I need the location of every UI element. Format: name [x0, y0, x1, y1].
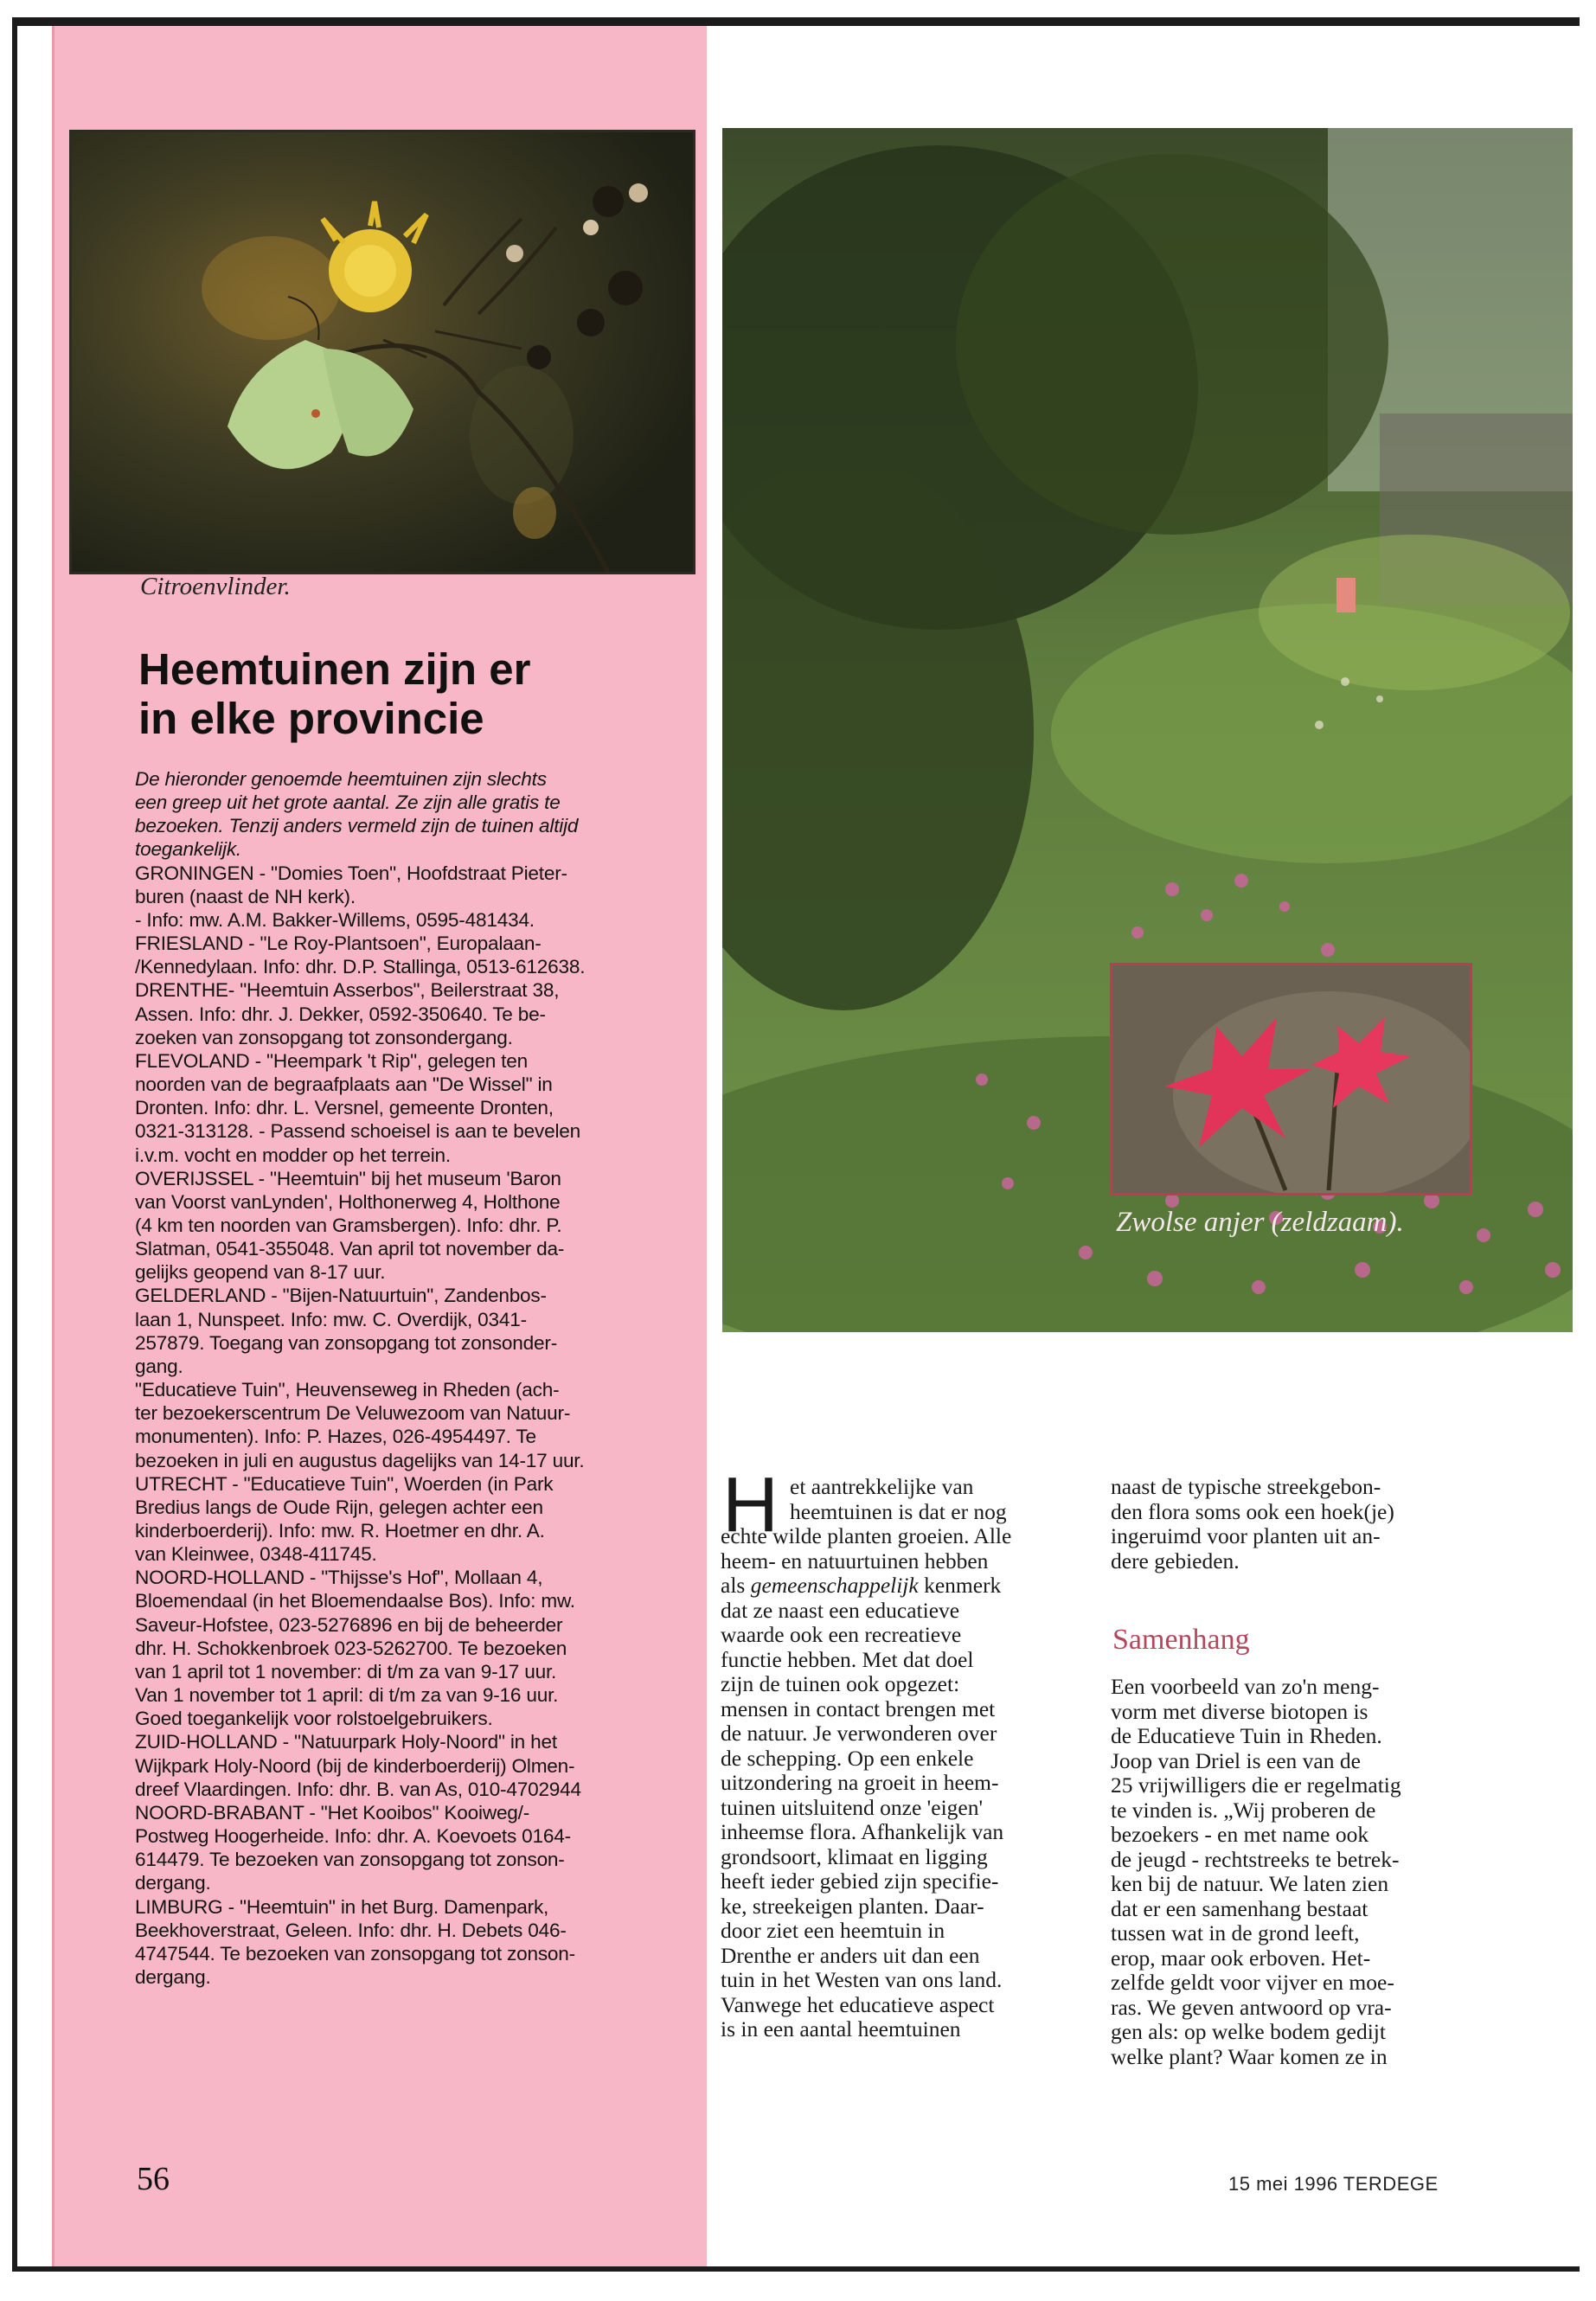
carnation-caption: Zwolse anjer (zeldzaam).: [1116, 1207, 1404, 1238]
article-dropcap: H: [722, 1462, 779, 1548]
page-frame-top: [16, 17, 1580, 26]
page-frame-bottom: [16, 2266, 1580, 2272]
article-column-2-body: Een voorbeeld van zo'n meng- vorm met diverse biotopen is de Educatieve Tuin in Rheden. Joop van Driel is een van de 25 vrijwilligers die er regelmatig te vinden is. „Wij proberen de bezoekers - en met name ook de jeugd - rechtstreeks te betrek- ken bij de natuur. We laten zien dat er een samenhang bestaat tussen wat in de grond leeft, erop, maar ook erboven. Het- zelfde geldt voor vijver en moe- ras. We geven antwoord op vra- gen als: op welke bodem gedijt welke plant? Waar komen ze in: [1111, 1674, 1401, 2069]
carnation-photo: [1110, 963, 1472, 1195]
sidebar-listing: GRONINGEN - "Domies Toen", Hoofdstraat Pieter- buren (naast de NH kerk). - Info: mw. A.M. Bakker-Willems, 0595-481434. FRIESLAND - "Le Roy-Plantsoen", Europalaan- /Kennedylaan. Info: dhr. D.P. Stallinga, 0513-612638. DRENTHE- "Heemtuin Asserbos", Beilerstraat 38, Assen. Info: dhr. J. Dekker, 0592-350640. Te be- zoeken van zonsopgang tot zonsondergang. FLEVOLAND - "Heempark 't Rip", gelegen ten noorden van de begraafplaats aan "De Wissel" in Dronten. Info: dhr. L. Versnel, gemeente Dronten, 0321-313128. - Passend schoeisel is aan te bevelen i.v.m. vocht en modder op het terrein. OVERIJSSEL - "Heemtuin" bij het museum 'Baron van Voorst vanLynden', Holthonerweg 4, Holthone (4 km ten noorden van Gramsbergen). Info: dhr. P. Slatman, 0541-355048. Van april tot november da- gelijks geopend van 8-17 uur. GELDERLAND - "Bijen-Natuurtuin", Zandenbos- laan 1, Nunspeet. Info: mw. C. Overdijk, 0341- 257879. Toegang van zonsopgang tot zonsonder- gang. "Educatieve Tuin", Heuvenseweg in Rheden (ach- ter bezoekerscentrum De Veluwezoom van Natuur- monumenten). Info: P. Hazes, 026-4954497. Te bezoeken in juli en augustus dagelijks van 14-17 uur. UTRECHT - "Educatieve Tuin", Woerden (in Park Bredius langs de Oude Rijn, gelegen achter een kinderboerderij). Info: mw. R. Hoetmer en dhr. A. van Kleinwee, 0348-411745. NOORD-HOLLAND - "Thijsse's Hof", Mollaan 4, Bloemendaal (in het Bloemendaalse Bos). Info: mw. Saveur-Hofstee, 023-5276896 en bij de beheerder dhr. H. Schokkenbroek 023-5262700. Te bezoeken van 1 april tot 1 november: di t/m za van 9-17 uur. Van 1 november tot 1 april: di t/m za van 9-16 uur. Goed toegankelijk voor rolstoelgebruikers. ZUID-HOLLAND - "Natuurpark Holy-Noord" in het Wijkpark Holy-Noord (bij de kinderboerderij) Olmen- dreef Vlaardingen. Info: dhr. B. van As, 010-4702944 NOORD-BRABANT - "Het Kooibos" Kooiweg/- Postweg Hoogerheide. Info: dhr. A. Koevoets 0164- 614479. Te bezoeken van zonsopgang tot zonson- dergang. LIMBURG - "Heemtuin" in het Burg. Damenpark, Beekhoverstraat, Geleen. Info: dhr. H. Debets 046- 4747544. Te bezoeken van zonsopgang tot zonson- dergang.: [135, 862, 586, 1988]
article-opening-lines: et aantrekkelijke van heemtuinen is dat er nog: [790, 1474, 1007, 1524]
butterfly-photo: [69, 130, 695, 574]
article-subheading: Samenhang: [1112, 1624, 1250, 1656]
article-col1-part-a: echte wilde planten groeien. Alle heem- en natuurtuinen hebben als: [721, 1523, 1012, 1598]
article-col1-part-b: kenmerk dat ze naast een educatieve waarde ook een recreatieve functie hebben. Met dat doel zijn de tuinen ook opgezet: mensen in contact brengen met de natuur. Je verwonderen over de schepping. Op een enkele uitzondering na groeit in heem- tuinen uitsluitend onze 'eigen' inheemse flora. Afhankelijk van grondsoort, klimaat en ligging heeft ieder gebied zijn specifie- ke, streekeigen planten. Daar- door ziet een heemtuin in Drenthe er anders uit dan een tuin in het Westen van ons land. Vanwege het educatieve aspect is in een aantal heemtuinen: [721, 1573, 1004, 2041]
sidebar-intro: De hieronder genoemde heemtuinen zijn slechts een greep uit het grote aantal. Ze zijn alle gratis te bezoeken. Tenzij anders vermeld zijn de tuinen altijd toegankelijk.: [135, 768, 579, 861]
issue-line: 15 mei 1996 TERDEGE: [1228, 2173, 1439, 2195]
headline-line-1: Heemtuinen zijn er: [138, 644, 531, 694]
article-column-2-top: naast de typische streekgebon- den flora soms ook een hoek(je) ingeruimd voor planten uit an- dere gebieden.: [1111, 1474, 1394, 1574]
article-column-1: [721, 1462, 1075, 2042]
article-col1-emphasis: gemeenschappelijk: [750, 1573, 919, 1598]
page-frame-left: [12, 17, 17, 2272]
sidebar-edge: [52, 26, 54, 2266]
headline-line-2: in elke provincie: [138, 694, 484, 743]
butterfly-caption: Citroenvlinder.: [140, 573, 291, 600]
sidebar-body: [135, 767, 676, 1989]
sidebar-headline: [138, 644, 692, 743]
page-number: 56: [137, 2161, 170, 2197]
